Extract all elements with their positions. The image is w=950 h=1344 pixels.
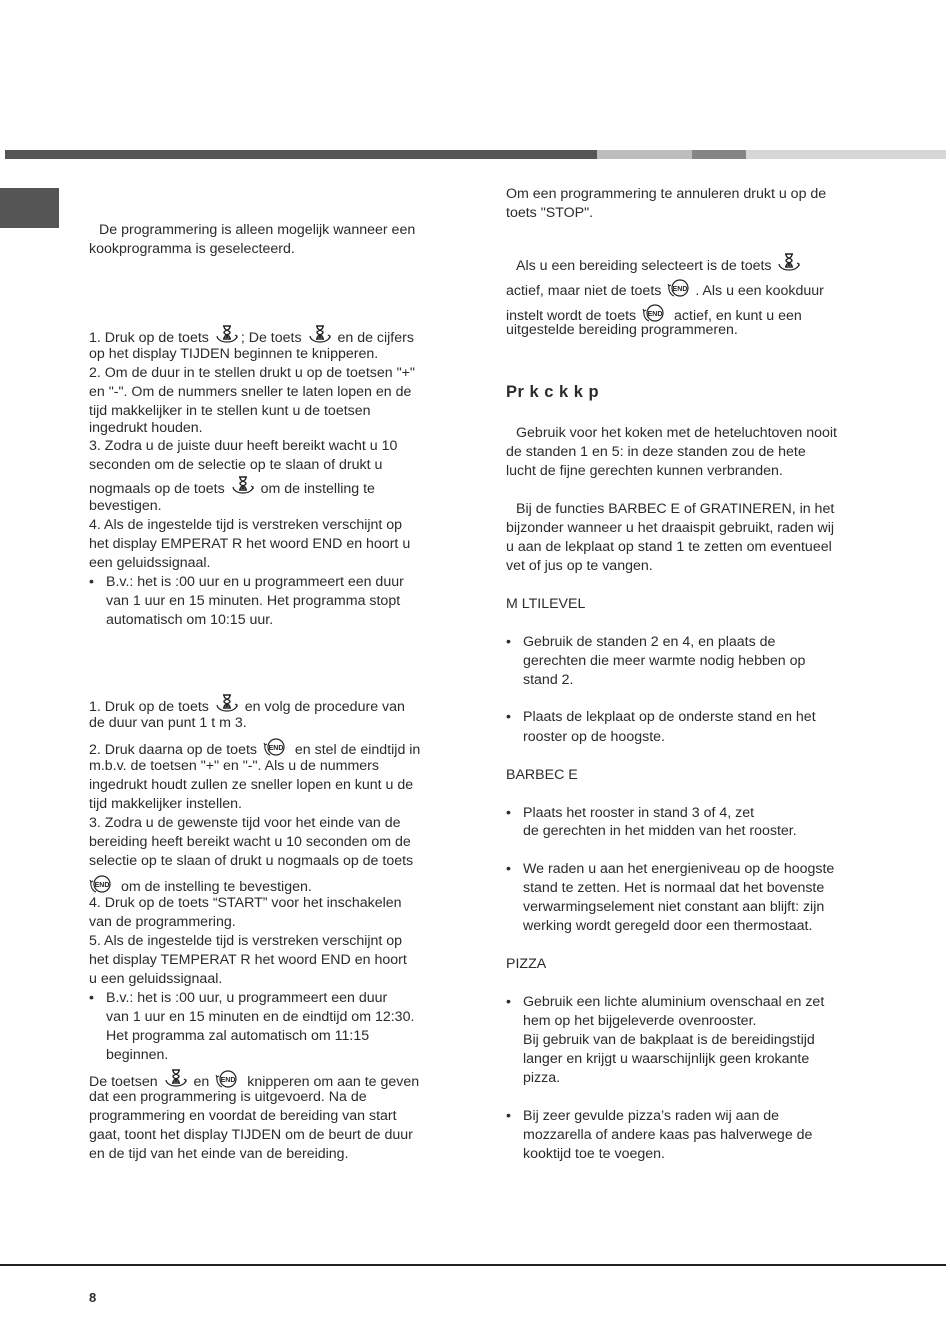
example-line: B.v.: het is :00 uur, u programmeert een duur (106, 990, 388, 1006)
multilevel-line: gerechten die meer warmte nodig hebben op (523, 653, 806, 669)
intro-line-1: De programmering is alleen mogelijk wanneer een (99, 222, 416, 238)
pizza-line: mozzarella of andere kaas pas halverwege de (523, 1127, 813, 1143)
duration-line: ingedrukt houden. (89, 420, 203, 436)
section-tab (0, 188, 59, 228)
barbecue-line: We raden u aan het energieniveau op de hoogste (523, 861, 835, 877)
end-line: 4. Druk op de toets “START” voor het inschakelen (89, 895, 402, 911)
section-heading: Pr k c k k p (506, 383, 600, 401)
end-line: 1. Druk op de toets en volg de procedure van (89, 693, 405, 721)
cancel-line: Om een programmering te annuleren drukt u op de (506, 186, 827, 202)
timer-icon (231, 475, 255, 503)
closing-line: en de tijd van het einde van de bereiding. (89, 1146, 349, 1162)
end-line: 5. Als de ingestelde tijd is verstreken verschijnt op (89, 933, 403, 949)
note-line: Als u een bereiding selecteert is de toets (506, 252, 803, 280)
end-line: de duur van punt 1 t m 3. (89, 715, 247, 731)
example-line: beginnen. (106, 1047, 169, 1063)
pizza-line: Gebruik een lichte aluminium ovenschaal en zet (523, 994, 825, 1010)
svg-text:END: END (268, 745, 284, 752)
end-line: END om de instelling te bevestigen. (89, 873, 312, 901)
duration-line: tijd makkelijker in te stellen kunt u de toetsen (89, 403, 371, 419)
multilevel-line: stand 2. (523, 672, 574, 688)
svg-text:END: END (220, 1077, 236, 1084)
header-bar-light (597, 150, 692, 159)
multilevel-line: rooster op de hoogste. (523, 729, 665, 745)
page-number: 8 (89, 1290, 97, 1305)
bullet: • (89, 990, 94, 1006)
barbecue-title: BARBEC E (506, 767, 578, 783)
end-line: selectie op te slaan of drukt u nogmaals op de toets (89, 853, 414, 869)
pizza-line: kooktijd toe te voegen. (523, 1146, 665, 1162)
duration-line: op het display TIJDEN beginnen te knipperen. (89, 346, 379, 362)
duration-line: seconden om de selectie op te slaan of drukt u (89, 457, 383, 473)
timer-icon (777, 252, 801, 280)
closing-line: De toetsen en END knipperen om aan te geven (89, 1068, 419, 1096)
end-line: ingedrukt houdt zullen ze sneller lopen en kunt u de (89, 777, 414, 793)
note-line: uitgestelde bereiding programmeren. (506, 322, 738, 338)
pizza-line: Bij zeer gevulde pizza’s raden wij aan de (523, 1108, 780, 1124)
bullet: • (506, 805, 511, 821)
tip-line: Gebruik voor het koken met de heteluchtoven nooit (516, 425, 837, 441)
duration-line: het display EMPERAT R het woord END en hoort u (89, 536, 411, 552)
bullet: • (506, 861, 511, 877)
pizza-line: hem op het bijgeleverde ovenrooster. (523, 1013, 757, 1029)
header-bar-dark (5, 150, 597, 159)
tip-line: lucht de fijne gerechten kunnen verbranden. (506, 463, 783, 479)
note-line: instelt wordt de toets END actief, en kunt u een (506, 302, 802, 330)
tip-line: u aan de lekplaat op stand 1 te zetten om eventueel (506, 539, 832, 555)
bullet: • (506, 709, 511, 725)
multilevel-line: Gebruik de standen 2 en 4, en plaats de (523, 634, 776, 650)
tip-line: Bij de functies BARBEC E of GRATINEREN, in het (516, 501, 835, 517)
barbecue-line: verwarmingselement niet constant aan blijft: zijn (523, 899, 825, 915)
multilevel-title: M LTILEVEL (506, 596, 586, 612)
end-line: bereiding heeft bereikt wacht u 10 seconden om de (89, 834, 411, 850)
end-line: u een geluidssignaal. (89, 971, 223, 987)
bullet: • (89, 574, 94, 590)
end-line: van de programmering. (89, 914, 236, 930)
closing-line: programmering en voordat de bereiding van start (89, 1108, 397, 1124)
duration-line: 4. Als de ingestelde tijd is verstreken verschijnt op (89, 517, 403, 533)
multilevel-line: Plaats de lekplaat op de onderste stand en het (523, 709, 816, 725)
bullet: • (506, 634, 511, 650)
duration-line: een geluidssignaal. (89, 555, 211, 571)
end-line: het display TEMPERAT R het woord END en hoort (89, 952, 407, 968)
tip-line: bijzonder wanneer u het draaispit gebruikt, raden wij (506, 520, 835, 536)
barbecue-line: stand te zetten. Het is normaal dat het bovenste (523, 880, 825, 896)
cancel-line: toets "STOP". (506, 205, 594, 221)
example-line: van 1 uur en 15 minuten. Het programma stopt (106, 593, 401, 609)
closing-line: dat een programmering is uitgevoerd. Na de (89, 1089, 367, 1105)
duration-line: 2. Om de duur in te stellen drukt u op de toetsen "+" (89, 365, 415, 381)
example-line: B.v.: het is :00 uur en u programmeert een duur (106, 574, 404, 590)
tip-line: vet of jus op te vangen. (506, 558, 653, 574)
svg-text:END: END (647, 311, 663, 318)
svg-text:END: END (94, 882, 110, 889)
barbecue-line: de gerechten in het midden van het rooster. (523, 823, 797, 839)
bullet: • (506, 1108, 511, 1124)
duration-line: bevestigen. (89, 498, 162, 514)
pizza-title: PIZZA (506, 956, 547, 972)
closing-line: gaat, toont het display TIJDEN om de beurt de duur (89, 1127, 413, 1143)
end-line: tijd makkelijker instellen. (89, 796, 242, 812)
end-line: 3. Zodra u de gewenste tijd voor het einde van de (89, 815, 401, 831)
intro-line-2: kookprogramma is geselecteerd. (89, 241, 295, 257)
duration-line: 1. Druk op de toets ; De toets en de cijfers (89, 324, 414, 352)
footer-rule (0, 1264, 946, 1266)
tip-line: de standen 1 en 5: in deze standen zou de hete (506, 444, 806, 460)
pizza-line: langer en krijgt u waarschijnlijk geen krokante (523, 1051, 810, 1067)
pizza-line: Bij gebruik van de bakplaat is de bereidingstijd (523, 1032, 815, 1048)
end-line: m.b.v. de toetsen "+" en "-". Als u de nummers (89, 758, 379, 774)
header-bar-mid (692, 150, 746, 159)
note-line: actief, maar niet de toets END . Als u een kookduur (506, 277, 824, 305)
header-bar-lightest (746, 150, 946, 159)
barbecue-line: Plaats het rooster in stand 3 of 4, zet (523, 805, 755, 821)
end-button-icon (667, 277, 693, 305)
duration-line: en "-". Om de nummers sneller te laten lopen en de (89, 384, 412, 400)
barbecue-line: werking wordt geregeld door een thermostaat. (523, 918, 813, 934)
bullet: • (506, 994, 511, 1010)
svg-text:END: END (672, 286, 688, 293)
example-line: van 1 uur en 15 minuten en de eindtijd om 12:30. (106, 1009, 415, 1025)
example-line: Het programma zal automatisch om 11:15 (106, 1028, 370, 1044)
end-line: 2. Druk daarna op de toets END en stel de eindtijd in (89, 736, 420, 764)
pizza-line: pizza. (523, 1070, 561, 1086)
duration-line: nogmaals op de toets om de instelling te (89, 475, 375, 503)
duration-line: 3. Zodra u de juiste duur heeft bereikt wacht u 10 (89, 438, 398, 454)
example-line: automatisch om 10:15 uur. (106, 612, 274, 628)
